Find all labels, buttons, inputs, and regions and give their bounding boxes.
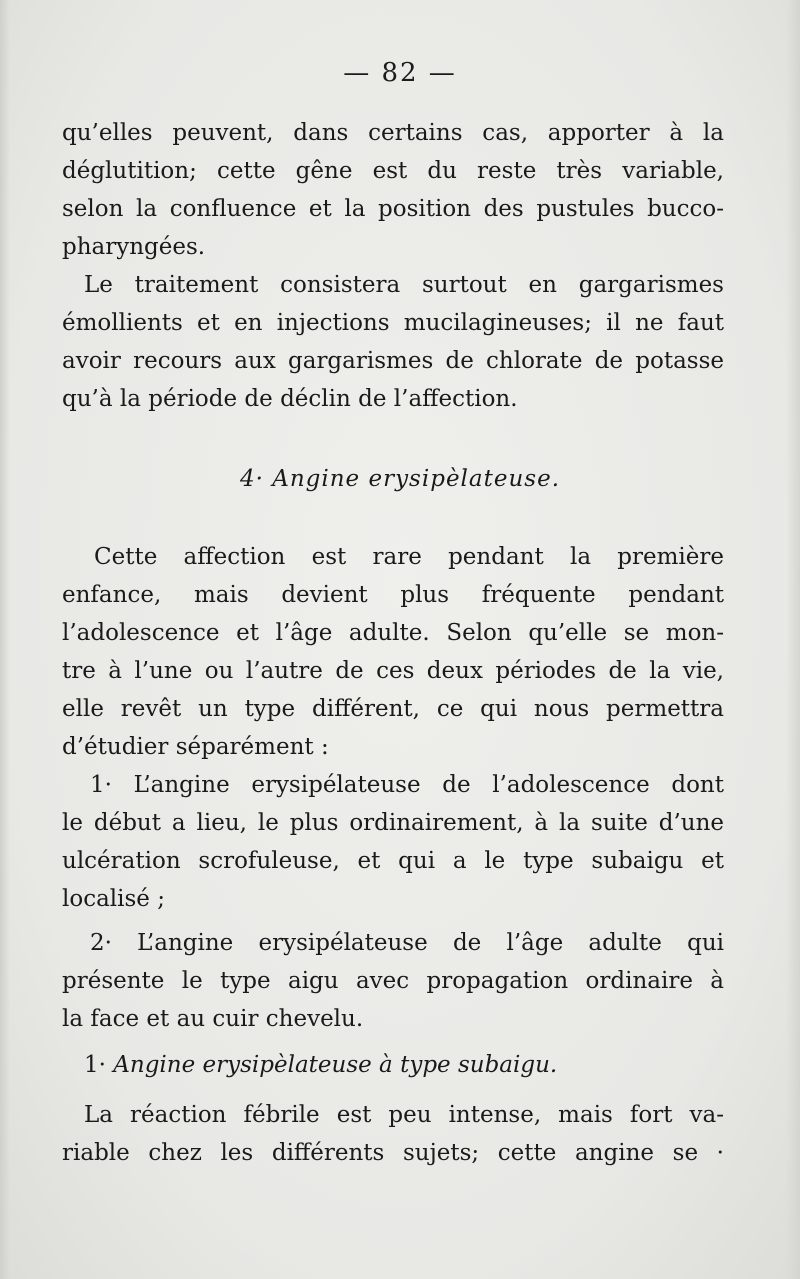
text-line: Cette affection est rare pendant la première — [94, 544, 724, 570]
text-line: qu’elles peuvent, dans certains cas, apporter à la — [62, 120, 724, 146]
list-item-line: localisé ; — [62, 886, 165, 912]
text-line: pharyngées. — [62, 234, 206, 260]
text-line: qu’à la période de déclin de l’affection. — [62, 386, 518, 412]
subsection-title: Angine erysipèlateuse à type subaigu. — [113, 1052, 558, 1078]
list-item-line: 1· L’angine erysipélateuse de l’adolescence dont — [90, 772, 724, 798]
text-line: émollients et en injections mucilagineuses; il ne faut — [62, 310, 724, 336]
list-item-line: ulcération scrofuleuse, et qui a le type subaigu et — [62, 848, 724, 874]
text-line: riable chez les différents sujets; cette angine se · — [62, 1140, 724, 1166]
text-line: enfance, mais devient plus fréquente pendant — [62, 582, 724, 608]
section-heading: 4· Angine erysipèlateuse. — [239, 466, 561, 492]
list-item-line: le début a lieu, le plus ordinairement, à la suite d’une — [62, 810, 724, 836]
text-line: La réaction fébrile est peu intense, mais fort va- — [84, 1102, 724, 1128]
text-line: déglutition; cette gêne est du reste très variable, — [62, 158, 724, 184]
list-item-line: présente le type aigu avec propagation ordinaire à — [62, 968, 724, 994]
text-line: tre à l’une ou l’autre de ces deux périodes de la vie, — [62, 658, 724, 684]
page-edge-left — [0, 0, 10, 1279]
subsection-number: 1· — [84, 1052, 106, 1078]
page-edge-right — [786, 0, 800, 1279]
list-item-line: la face et au cuir chevelu. — [62, 1006, 364, 1032]
text-line: l’adolescence et l’âge adulte. Selon qu’elle se mon- — [62, 620, 724, 646]
text-line: Le traitement consistera surtout en gargarismes — [84, 272, 724, 298]
text-line: selon la confluence et la position des pustules bucco- — [62, 196, 724, 222]
subsection-heading — [84, 1052, 557, 1078]
text-line: elle revêt un type différent, ce qui nous permettra — [62, 696, 724, 722]
text-line: avoir recours aux gargarismes de chlorate de potasse — [62, 348, 724, 374]
text-line: d’étudier séparément : — [62, 734, 329, 760]
list-item-line: 2· L’angine erysipélateuse de l’âge adulte qui — [90, 930, 724, 956]
page-number: — 82 — — [343, 58, 457, 88]
